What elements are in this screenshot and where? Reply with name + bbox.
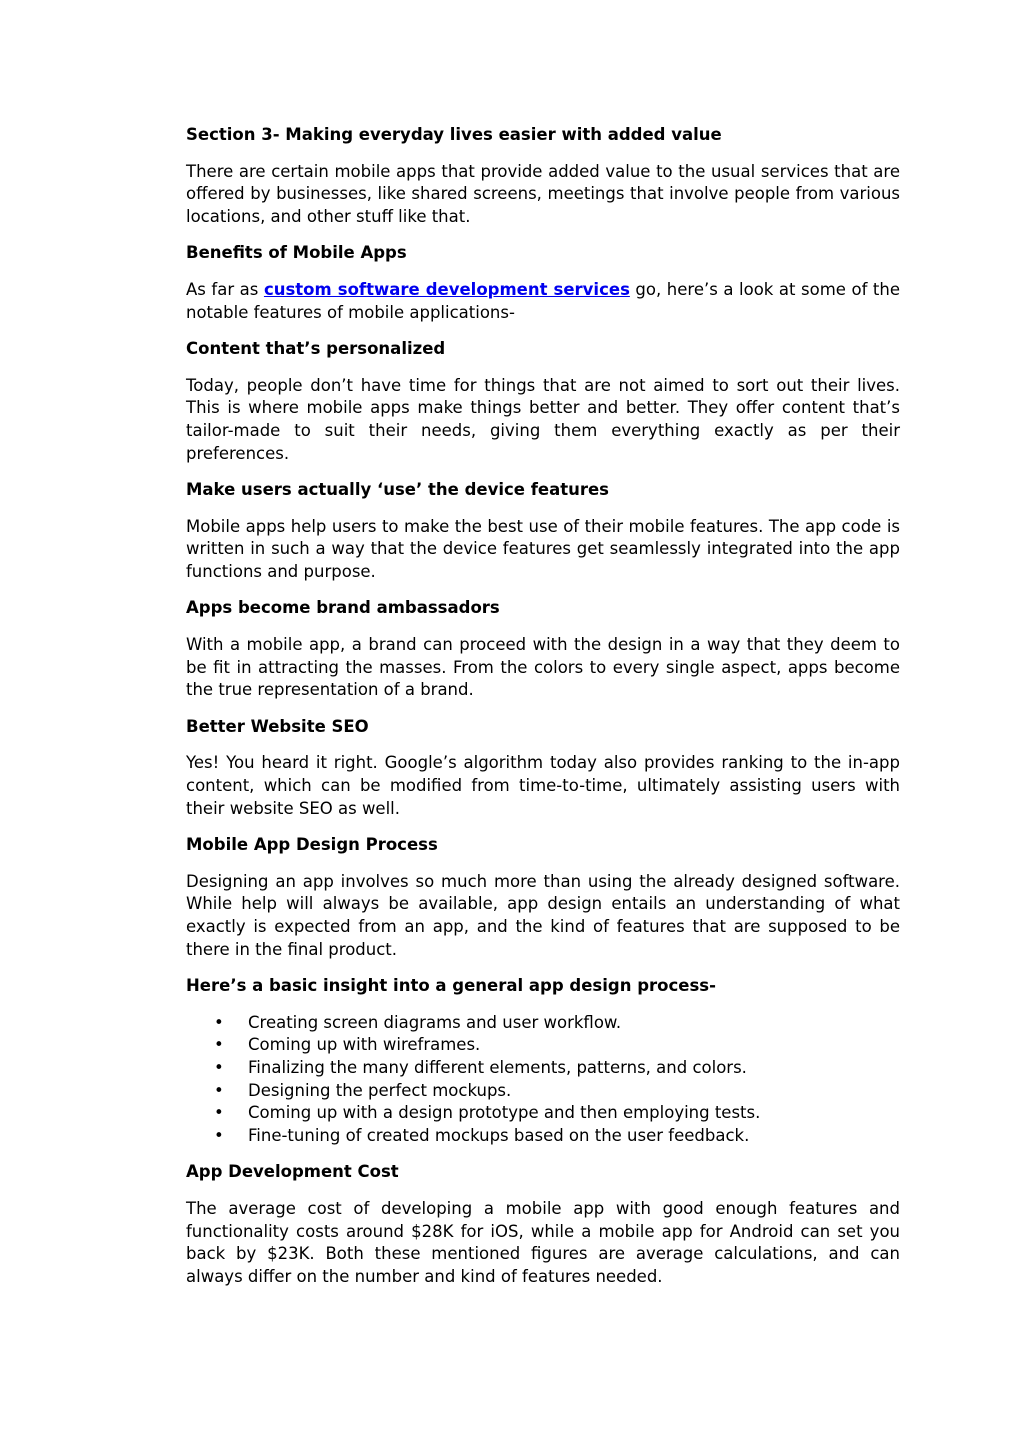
list-item [186, 1102, 900, 1125]
bullet-icon: • [214, 1058, 224, 1077]
list-item [186, 1034, 900, 1057]
website-seo-heading: Better Website SEO [186, 716, 369, 736]
design-process-paragraph: Designing an app involves so much more than using the already designed software. While help will always be available, app design entails an understanding of what exactly is expected from an app, and the kind of features that are supposed to be there in the final product. [186, 871, 900, 959]
device-features-heading: Make users actually ‘use’ the device features [186, 479, 609, 499]
list-item [186, 1057, 900, 1080]
bullet-icon: • [214, 1126, 224, 1146]
brand-ambassadors-heading: Apps become brand ambassadors [186, 598, 500, 618]
list-item-text: Designing the perfect mockups. [248, 1080, 512, 1100]
custom-software-link[interactable]: custom software development services [263, 280, 630, 300]
personalized-content-heading: Content that’s personalized [186, 338, 446, 358]
bullet-icon: • [214, 1035, 224, 1055]
bullet-icon: • [214, 1080, 224, 1100]
list-item-text: Coming up with a design prototype and then employing tests. [248, 1103, 761, 1123]
benefits-text-post: go, here’s a look at some of the notable features of mobile applications- [186, 280, 901, 322]
design-process-heading: Mobile App Design Process [186, 834, 438, 854]
list-item [186, 1125, 900, 1148]
bullet-icon: • [214, 1103, 224, 1123]
section-3-paragraph: There are certain mobile apps that provide added value to the usual services that are offered by businesses, like shared screens, meetings that involve people from various locations, and other stuff like that. [186, 161, 900, 227]
brand-ambassadors-paragraph: With a mobile app, a brand can proceed with the design in a way that they deem to be fit in attracting the masses. From the colors to every single aspect, apps become the true representation of a brand. [186, 634, 900, 700]
benefits-text-pre: As far as [186, 280, 264, 300]
development-cost-heading: App Development Cost [186, 1162, 399, 1182]
design-insight-heading: Here’s a basic insight into a general app design process- [186, 975, 716, 995]
document-page [186, 124, 900, 1302]
list-item [186, 1080, 900, 1103]
device-features-paragraph: Mobile apps help users to make the best use of their mobile features. The app code is written in such a way that the device features get seamlessly integrated into the app functions and purpose. [186, 516, 900, 582]
development-cost-paragraph: The average cost of developing a mobile app with good enough features and functionality costs around $28K for iOS, while a mobile app for Android can set you back by $23K. Both these mentioned figures are average calculations, and can always differ on the number and kind of features needed. [186, 1199, 900, 1287]
personalized-content-paragraph: Today, people don’t have time for things that are not aimed to sort out their lives. This is where mobile apps make things better and better. They offer content that’s tailor-made to suit their needs, giving them everything exactly as per their preferences. [186, 375, 900, 463]
benefits-heading: Benefits of Mobile Apps [186, 243, 407, 263]
section-3-heading: Section 3- Making everyday lives easier with added value [186, 125, 722, 144]
website-seo-paragraph: Yes! You heard it right. Google’s algorithm today also provides ranking to the in-app content, which can be modified from time-to-time, ultimately assisting users with their website SEO as well. [186, 753, 900, 818]
bullet-icon: • [214, 1012, 224, 1032]
benefits-paragraph [186, 279, 900, 324]
list-item-text: Coming up with wireframes. [248, 1035, 481, 1055]
list-item-text: Finalizing the many different elements, patterns, and colors. [248, 1058, 747, 1077]
list-item [186, 1012, 900, 1035]
list-item-text: Fine-tuning of created mockups based on the user feedback. [248, 1126, 750, 1146]
list-item-text: Creating screen diagrams and user workflow. [248, 1012, 622, 1032]
design-steps-list [186, 1012, 900, 1148]
